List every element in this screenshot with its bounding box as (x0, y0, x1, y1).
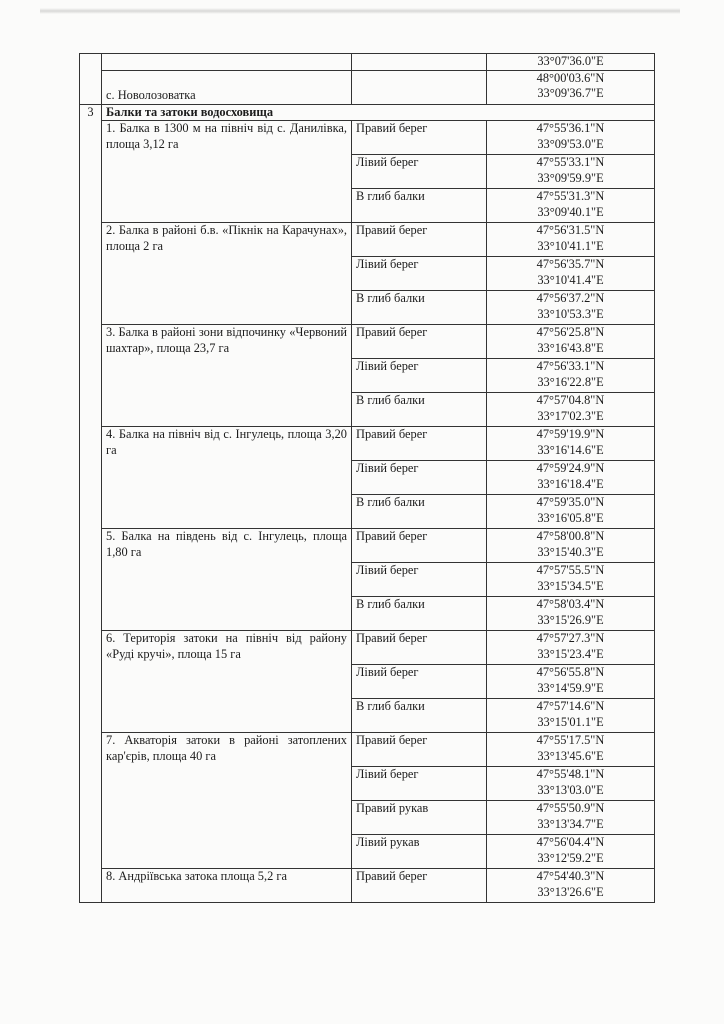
point-side: Лівий берег (352, 461, 487, 495)
point-side: Лівий рукав (352, 835, 487, 869)
section-title: Балки та затоки водосховища (102, 104, 655, 121)
table-body (80, 54, 655, 903)
latitude: 47°58'00.8"N (536, 529, 605, 543)
latitude: 47°56'37.2"N (536, 291, 605, 305)
coordinate-value: 33°09'40.1"E (537, 204, 604, 219)
coordinates-cell (487, 325, 655, 359)
table-row (80, 631, 655, 665)
coordinate-value: 33°15'40.3"E (537, 544, 604, 559)
coordinates-cell (487, 699, 655, 733)
point-side: Правий берег (352, 733, 487, 767)
coordinates-cell (487, 257, 655, 291)
point-side: Правий берег (352, 631, 487, 665)
latitude: 48°00'03.6"N (536, 70, 605, 85)
row-number-cell (80, 54, 102, 105)
latitude: 47°56'35.7"N (536, 257, 605, 271)
point-side: Правий берег (352, 427, 487, 461)
latitude: 47°59'24.9"N (536, 461, 605, 475)
settlement-name: с. Новолозоватка (102, 70, 352, 104)
coordinates-cell (487, 733, 655, 767)
coordinates-cell (487, 665, 655, 699)
object-name: 1. Балка в 1300 м на північ від с. Данилівка, площа 3,12 га (102, 121, 352, 223)
latitude: 47°57'14.6"N (536, 699, 605, 713)
coordinate-value: 33°07'36.0"E (537, 54, 604, 68)
latitude: 47°58'03.4"N (536, 597, 605, 611)
point-side: В глиб балки (352, 699, 487, 733)
scan-edge-shadow (40, 8, 680, 14)
coordinate-value: 33°15'34.5"E (537, 578, 604, 593)
coordinate-value: 33°10'41.4"E (537, 272, 604, 287)
table-row (80, 223, 655, 257)
section-header-row (80, 104, 655, 121)
coordinate-value: 33°15'23.4"E (537, 646, 604, 661)
coordinates-cell (487, 189, 655, 223)
object-name: 6. Територія затоки на північ від району «Руді кручі», площа 15 га (102, 631, 352, 733)
latitude: 47°55'33.1"N (536, 155, 605, 169)
point-side: В глиб балки (352, 291, 487, 325)
coordinate-value: 33°13'45.6"E (537, 748, 604, 763)
point-side: Правий берег (352, 869, 487, 903)
coordinates-cell (487, 529, 655, 563)
point-side: Правий берег (352, 529, 487, 563)
coordinate-value: 33°09'53.0"E (537, 136, 604, 151)
object-name: 7. Акваторія затоки в районі затоплених кар'єрів, площа 40 га (102, 733, 352, 869)
coordinates-cell (487, 223, 655, 257)
settlement-name (102, 54, 352, 71)
coordinate-value: 33°16'18.4"E (537, 476, 604, 491)
coordinates-cell (487, 427, 655, 461)
latitude: 47°56'31.5"N (536, 223, 605, 237)
section-number: 3 (80, 104, 102, 903)
object-name: 3. Балка в районі зони відпочинку «Червоний шахтар», площа 23,7 га (102, 325, 352, 427)
table-row (80, 529, 655, 563)
coordinates-cell (487, 835, 655, 869)
coordinates-cell (487, 495, 655, 529)
coordinates-cell (487, 597, 655, 631)
latitude: 47°56'25.8"N (536, 325, 605, 339)
coordinates-cell (487, 291, 655, 325)
point-side: Лівий берег (352, 257, 487, 291)
side-cell (352, 54, 487, 71)
coordinate-value: 33°16'22.8"E (537, 374, 604, 389)
coordinate-value: 33°12'59.2"E (537, 850, 604, 865)
latitude: 47°55'31.3"N (536, 189, 605, 203)
latitude: 47°55'48.1"N (536, 767, 605, 781)
coordinate-value: 33°13'34.7"E (537, 816, 604, 831)
point-side: В глиб балки (352, 393, 487, 427)
point-side: Правий берег (352, 325, 487, 359)
latitude: 47°59'19.9"N (536, 427, 605, 441)
coordinate-value: 33°16'14.6"E (537, 442, 604, 457)
coordinates-cell (487, 801, 655, 835)
coordinates-cell (487, 121, 655, 155)
coordinates-cell (487, 563, 655, 597)
point-side: В глиб балки (352, 189, 487, 223)
table-row (80, 121, 655, 155)
latitude: 47°57'04.8"N (536, 393, 605, 407)
point-side: Правий рукав (352, 801, 487, 835)
latitude: 47°55'17.5"N (536, 733, 605, 747)
latitude: 47°56'55.8"N (536, 665, 605, 679)
coordinate-value: 33°10'41.1"E (537, 238, 604, 253)
point-side: Правий берег (352, 223, 487, 257)
coordinate-value: 33°17'02.3"E (537, 408, 604, 423)
coordinates-cell (487, 54, 655, 71)
object-name: 5. Балка на південь від с. Інгулець, площа 1,80 га (102, 529, 352, 631)
latitude: 47°55'36.1"N (536, 121, 605, 135)
latitude: 47°54'40.3"N (536, 869, 605, 883)
coordinate-value: 33°09'36.7"E (537, 86, 604, 100)
coordinates-cell (487, 70, 655, 104)
latitude: 47°55'50.9"N (536, 801, 605, 815)
table-row (80, 427, 655, 461)
point-side: В глиб балки (352, 495, 487, 529)
point-side: Правий берег (352, 121, 487, 155)
latitude: 47°56'33.1"N (536, 359, 605, 373)
table-row (80, 869, 655, 903)
latitude: 47°57'55.5"N (536, 563, 605, 577)
latitude: 47°57'27.3"N (536, 631, 605, 645)
side-cell (352, 70, 487, 104)
coordinates-cell (487, 631, 655, 665)
table-row (80, 70, 655, 104)
object-name: 8. Андріївська затока площа 5,2 га (102, 869, 352, 903)
object-name: 2. Балка в районі б.в. «Пікнік на Карачунах», площа 2 га (102, 223, 352, 325)
point-side: Лівий берег (352, 155, 487, 189)
point-side: Лівий берег (352, 665, 487, 699)
coordinate-value: 33°13'03.0"E (537, 782, 604, 797)
coordinate-value: 33°09'59.9"E (537, 170, 604, 185)
latitude: 47°56'04.4"N (536, 835, 605, 849)
point-side: Лівий берег (352, 767, 487, 801)
coordinate-value: 33°16'05.8"E (537, 510, 604, 525)
coordinates-cell (487, 155, 655, 189)
point-side: В глиб балки (352, 597, 487, 631)
coordinate-value: 33°15'01.1"E (537, 714, 604, 729)
coordinates-cell (487, 461, 655, 495)
point-side: Лівий берег (352, 563, 487, 597)
latitude: 47°59'35.0"N (536, 495, 605, 509)
coordinates-cell (487, 359, 655, 393)
table-row (80, 733, 655, 767)
point-side: Лівий берег (352, 359, 487, 393)
coordinates-cell (487, 869, 655, 903)
coordinates-cell (487, 767, 655, 801)
coordinate-value: 33°14'59.9"E (537, 680, 604, 695)
table-row (80, 325, 655, 359)
object-name: 4. Балка на північ від с. Інгулець, площа 3,20 га (102, 427, 352, 529)
coordinate-value: 33°10'53.3"E (537, 306, 604, 321)
table-row (80, 54, 655, 71)
coordinates-table (79, 53, 655, 903)
coordinates-cell (487, 393, 655, 427)
coordinate-value: 33°15'26.9"E (537, 612, 604, 627)
coordinate-value: 33°13'26.6"E (537, 884, 604, 899)
coordinate-value: 33°16'43.8"E (537, 340, 604, 355)
